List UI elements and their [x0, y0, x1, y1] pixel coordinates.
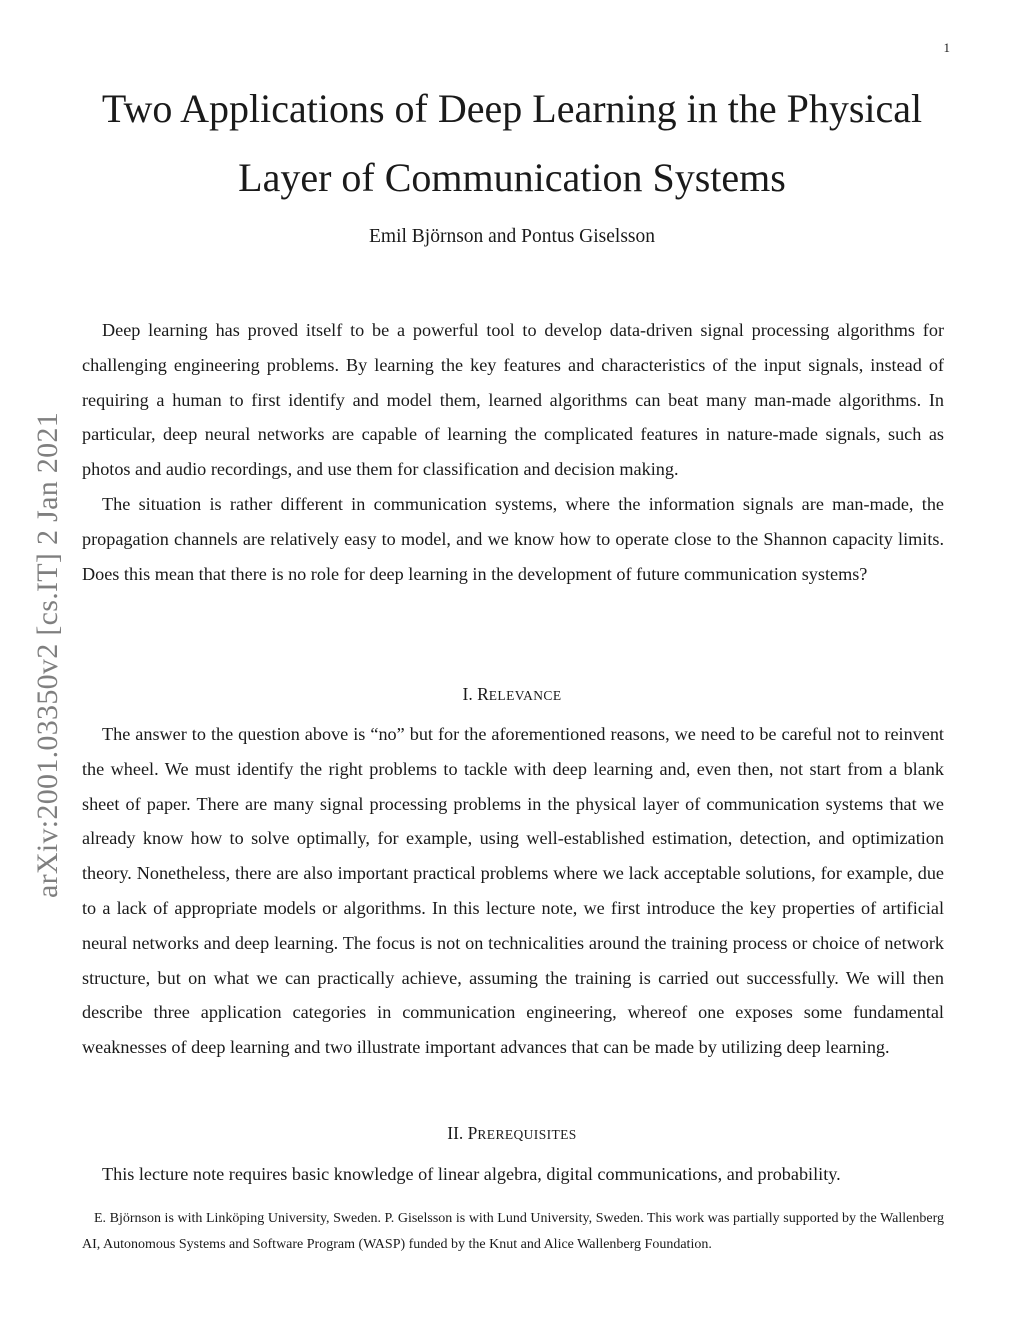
title-line-2: Layer of Communication Systems	[238, 155, 786, 200]
abstract-paragraph-1: Deep learning has proved itself to be a powerful tool to develop data-driven signal processing algorithms for challenging engineering problems. By learning the key features and characteristics of the input signals, instead of requiring a human to first identify and model them, learned algorithms can beat many man-made algorithms. In particular, deep neural networks are capable of learning the complicated features in nature-made signals, such as photos and audio recordings, and use them for classification and decision making.	[82, 320, 944, 480]
arxiv-stamp: arXiv:2001.03350v2 [cs.IT] 2 Jan 2021	[31, 411, 64, 899]
paper-title	[60, 74, 964, 212]
prerequisites-paragraph: This lecture note requires basic knowledge of linear algebra, digital communications, and probability.	[102, 1164, 841, 1184]
section-title-initial: R	[477, 684, 489, 704]
title-line-1: Two Applications of Deep Learning in the Physical	[101, 86, 923, 131]
section-title-initial: P	[467, 1123, 478, 1143]
abstract	[82, 313, 944, 591]
section-heading-prerequisites	[0, 1123, 1024, 1144]
section-numeral: I.	[462, 684, 473, 704]
section-numeral: II.	[447, 1123, 464, 1143]
abstract-paragraph-2: The situation is rather different in communication systems, where the information signals are man-made, the propagation channels are relatively easy to model, and we know how to operate close to the Shannon capacity limits. Does this mean that there is no role for deep learning in the development of future communication systems?	[82, 493, 944, 584]
relevance-paragraph: The answer to the question above is “no” but for the aforementioned reasons, we need to be careful not to reinvent the wheel. We must identify the right problems to tackle with deep learning and, even then, not start from a blank sheet of paper. There are many signal processing problems in the physical layer of communication systems that we already know how to solve optimally, for example, using well-established estimation, detection, and optimization theory. Nonetheless, there are also important practical problems where we lack acceptable solutions, for example, due to a lack of appropriate models or algorithms. In this lecture note, we first introduce the key properties of artificial neural networks and deep learning. The focus is not on technicalities around the training process or choice of network structure, but on what we can practically achieve, assuming the training is carried out successfully. We will then describe three application categories in communication engineering, whereof one exposes some fundamental weaknesses of deep learning and two illustrate important advances that can be made by utilizing deep learning.	[82, 724, 944, 1058]
section-body-prerequisites	[82, 1157, 944, 1192]
author-list: Emil Björnson and Pontus Giselsson	[368, 226, 656, 247]
page-number: 1	[943, 40, 950, 55]
section-heading-relevance	[0, 684, 1024, 705]
section-title-rest: REREQUISITES	[477, 1127, 577, 1142]
section-title-rest: ELEVANCE	[488, 688, 562, 703]
affiliation-footnote: E. Björnson is with Linköping University, Sweden. P. Giselsson is with Lund University, Sweden. This work was partially supported by the Wallenberg AI, Autonomous Systems and Software Program (WASP) funded by the Knut and Alice Wallenberg Foundation.	[82, 1211, 944, 1252]
section-body-relevance	[82, 717, 944, 1065]
